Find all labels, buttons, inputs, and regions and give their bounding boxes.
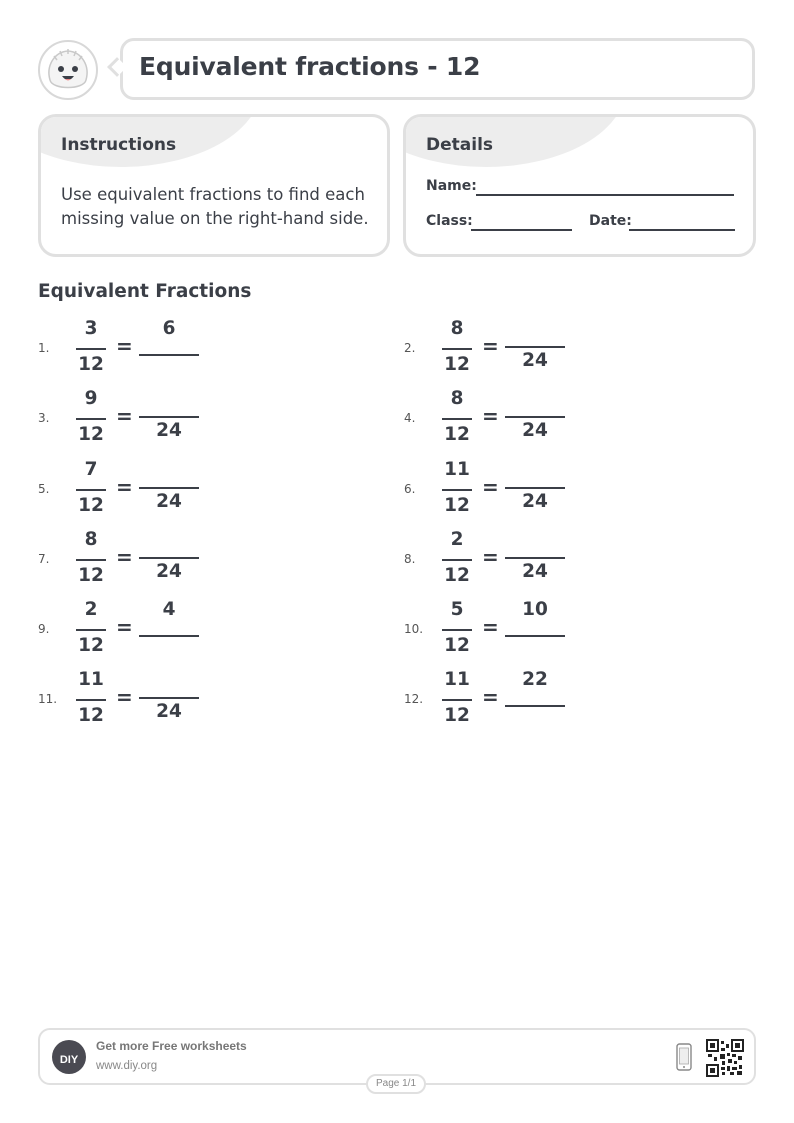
answer-blank[interactable] — [505, 346, 565, 348]
fraction-bar — [442, 629, 472, 631]
problem-item — [404, 669, 704, 737]
problem-item — [404, 318, 704, 386]
fraction-numerator: 2 — [84, 599, 98, 620]
problem-item — [38, 459, 338, 527]
fraction-numerator: 7 — [84, 459, 98, 480]
answer-denominator: 24 — [522, 561, 548, 582]
fraction-denominator: 12 — [444, 354, 470, 375]
fraction-denominator: 12 — [444, 705, 470, 726]
answer-blank[interactable] — [505, 557, 565, 559]
fraction-bar — [442, 559, 472, 561]
problem-number: 3. — [38, 411, 50, 425]
problem-item — [404, 529, 704, 597]
fraction-bar — [76, 699, 106, 701]
equals-sign: = — [116, 404, 133, 428]
problem-item — [38, 599, 338, 667]
phone-scan-icon — [676, 1043, 692, 1071]
equals-sign: = — [482, 685, 499, 709]
fraction-numerator: 8 — [450, 388, 464, 409]
equals-sign: = — [116, 334, 133, 358]
problem-number: 9. — [38, 622, 50, 636]
fraction-denominator: 12 — [444, 495, 470, 516]
equals-sign: = — [482, 334, 499, 358]
fraction-numerator: 3 — [84, 318, 98, 339]
answer-blank[interactable] — [139, 416, 199, 418]
instructions-heading: Instructions — [61, 135, 177, 155]
details-panel — [403, 114, 756, 257]
problem-item — [38, 318, 338, 386]
fraction-bar — [76, 489, 106, 491]
instructions-text: Use equivalent fractions to find each missing value on the right-hand side. — [61, 185, 369, 228]
problem-number: 12. — [404, 692, 424, 706]
answer-denominator: 24 — [156, 491, 182, 512]
name-label: Name: — [426, 178, 477, 194]
date-field[interactable] — [629, 229, 735, 231]
fraction-denominator: 12 — [78, 705, 104, 726]
fraction-bar — [442, 489, 472, 491]
class-label: Class: — [426, 213, 473, 229]
equals-sign: = — [482, 545, 499, 569]
equals-sign: = — [482, 475, 499, 499]
answer-blank[interactable] — [139, 557, 199, 559]
answer-denominator: 24 — [156, 701, 182, 722]
fraction-denominator: 12 — [78, 424, 104, 445]
equals-sign: = — [482, 615, 499, 639]
fraction-denominator: 12 — [78, 354, 104, 375]
problem-item — [404, 388, 704, 456]
answer-denominator: 24 — [156, 561, 182, 582]
answer-denominator: 24 — [522, 350, 548, 371]
footer-url[interactable]: www.diy.org — [96, 1060, 158, 1072]
problem-number: 10. — [404, 622, 424, 636]
answer-numerator: 22 — [522, 669, 548, 690]
fraction-numerator: 11 — [444, 669, 470, 690]
problem-item — [404, 599, 704, 667]
equals-sign: = — [116, 615, 133, 639]
problem-item — [38, 529, 338, 597]
problem-number: 7. — [38, 552, 50, 566]
fraction-denominator: 12 — [78, 495, 104, 516]
answer-numerator: 10 — [522, 599, 548, 620]
fraction-numerator: 11 — [78, 669, 104, 690]
problem-number: 1. — [38, 341, 50, 355]
equals-sign: = — [116, 685, 133, 709]
fraction-denominator: 12 — [444, 424, 470, 445]
answer-blank[interactable] — [505, 705, 565, 707]
answer-blank[interactable] — [139, 354, 199, 356]
diy-logo-icon: DIY — [52, 1040, 86, 1074]
answer-blank[interactable] — [139, 635, 199, 637]
date-label: Date: — [589, 213, 632, 229]
fraction-denominator: 12 — [444, 635, 470, 656]
footer-promo-text: Get more Free worksheets — [96, 1039, 247, 1053]
fraction-numerator: 8 — [450, 318, 464, 339]
fraction-bar — [76, 559, 106, 561]
fraction-numerator: 8 — [84, 529, 98, 550]
fraction-numerator: 11 — [444, 459, 470, 480]
problem-number: 4. — [404, 411, 416, 425]
problem-number: 11. — [38, 692, 58, 706]
fraction-denominator: 12 — [78, 635, 104, 656]
answer-blank[interactable] — [505, 487, 565, 489]
answer-denominator: 24 — [156, 420, 182, 441]
answer-blank[interactable] — [505, 635, 565, 637]
problem-number: 5. — [38, 482, 50, 496]
section-title: Equivalent Fractions — [38, 281, 252, 302]
problem-number: 8. — [404, 552, 416, 566]
fraction-denominator: 12 — [78, 565, 104, 586]
equals-sign: = — [116, 545, 133, 569]
fraction-numerator: 5 — [450, 599, 464, 620]
answer-numerator: 4 — [162, 599, 176, 620]
answer-numerator: 6 — [162, 318, 176, 339]
equals-sign: = — [482, 404, 499, 428]
details-heading: Details — [426, 135, 494, 155]
page-title: Equivalent fractions - 12 — [139, 52, 481, 81]
problem-item — [38, 388, 338, 456]
mascot-face-icon — [38, 40, 98, 100]
fraction-bar — [442, 699, 472, 701]
fraction-bar — [442, 418, 472, 420]
fraction-bar — [76, 629, 106, 631]
qr-code-icon[interactable] — [706, 1039, 744, 1077]
answer-denominator: 24 — [522, 491, 548, 512]
problem-item — [38, 669, 338, 737]
fraction-bar — [442, 348, 472, 350]
class-field[interactable] — [471, 229, 572, 231]
answer-blank[interactable] — [505, 416, 565, 418]
problem-number: 2. — [404, 341, 416, 355]
fraction-bar — [76, 418, 106, 420]
page-indicator: Page 1/1 — [366, 1074, 426, 1094]
fraction-numerator: 9 — [84, 388, 98, 409]
problem-item — [404, 459, 704, 527]
instructions-panel — [38, 114, 390, 257]
fraction-denominator: 12 — [444, 565, 470, 586]
name-field[interactable] — [476, 194, 734, 196]
equals-sign: = — [116, 475, 133, 499]
fraction-numerator: 2 — [450, 529, 464, 550]
fraction-bar — [76, 348, 106, 350]
answer-blank[interactable] — [139, 697, 199, 699]
answer-denominator: 24 — [522, 420, 548, 441]
problem-number: 6. — [404, 482, 416, 496]
answer-blank[interactable] — [139, 487, 199, 489]
